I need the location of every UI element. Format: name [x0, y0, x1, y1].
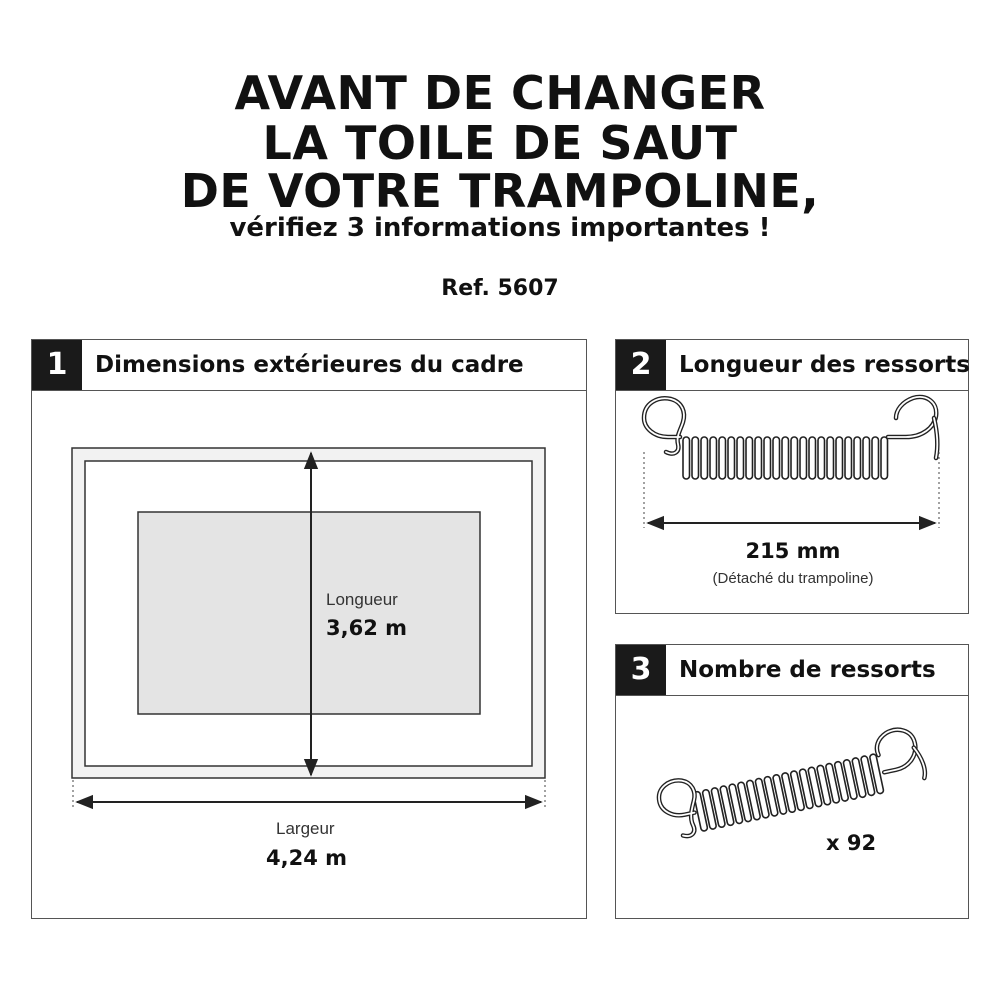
panel-title: Dimensions extérieures du cadre — [95, 352, 524, 378]
title-line-1: AVANT DE CHANGER — [234, 66, 766, 120]
spring-icon-diagonal — [616, 645, 970, 920]
panel-title: Longueur des ressorts — [679, 352, 970, 378]
reference-number: Ref. 5607 — [441, 276, 559, 301]
panel-spring-count — [615, 644, 969, 919]
spring-length-value: 215 mm — [745, 539, 841, 563]
panel-spring-length — [615, 339, 969, 614]
width-label: Largeur — [276, 819, 335, 838]
step-number-badge: 3 — [616, 645, 666, 695]
spring-length-note: (Détaché du trampoline) — [712, 570, 874, 587]
title-line-3: DE VOTRE TRAMPOLINE, — [180, 164, 820, 218]
step-number-badge: 1 — [32, 340, 82, 390]
panel-frame-dimensions — [31, 339, 587, 919]
subtitle: vérifiez 3 informations importantes ! — [229, 213, 771, 243]
step-number-badge: 2 — [616, 340, 666, 390]
panel-title: Nombre de ressorts — [679, 657, 936, 683]
width-value: 4,24 m — [266, 846, 348, 870]
spring-count: x 92 — [826, 831, 877, 855]
length-label: Longueur — [326, 590, 398, 609]
length-value: 3,62 m — [326, 616, 408, 640]
title-line-2: LA TOILE DE SAUT — [262, 116, 738, 170]
